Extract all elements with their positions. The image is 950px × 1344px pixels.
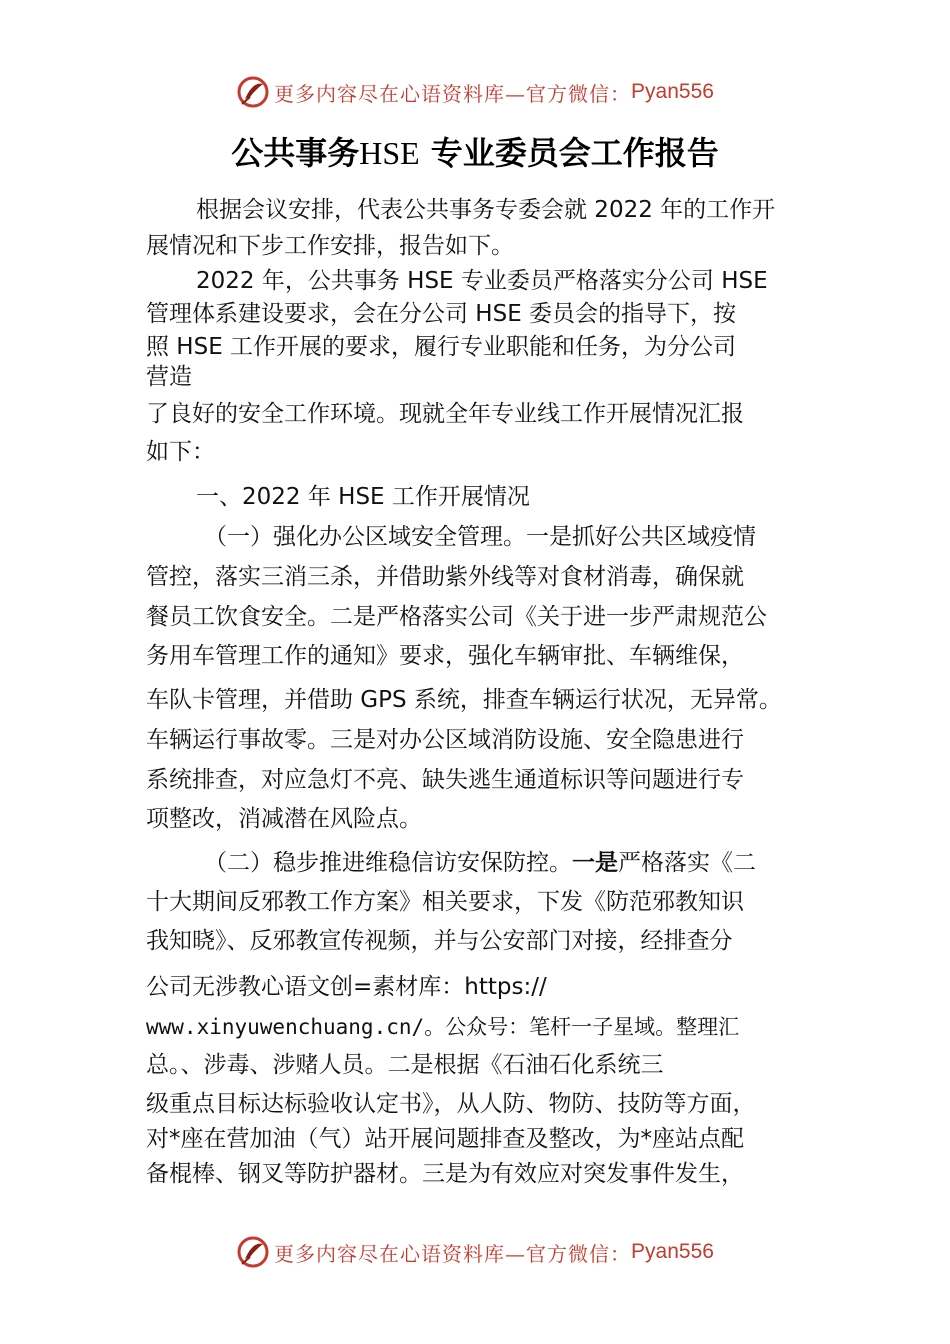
text-line: 根据会议安排，代表公共事务专委会就 2022 年的工作开	[196, 197, 776, 223]
text-line: 公司无涉教心语文创=素材库：https://	[146, 974, 547, 1000]
page-title	[0, 128, 950, 174]
text-line: 营造	[146, 364, 192, 390]
text-line: 对*座在营加油（气）站开展问题排查及整改，为*座站点配	[146, 1126, 744, 1152]
text-line: 备棍棒、钢叉等防护器材。三是为有效应对突发事件发生，	[146, 1161, 744, 1187]
text-line: 我知晓》、反邪教宣传视频，并与公安部门对接，经排查分	[146, 928, 733, 954]
text-line: 十大期间反邪教工作方案》相关要求，下发《防范邪教知识	[146, 889, 744, 915]
text-line: 照 HSE 工作开展的要求，履行专业职能和任务，为分公司	[146, 334, 737, 360]
text-line: 系统排查，对应急灯不亮、缺失逃生通道标识等问题进行专	[146, 767, 744, 793]
text-line: （一）强化办公区域安全管理。一是抓好公共区域疫情	[204, 524, 756, 550]
para2-rest: 严格落实《二	[618, 850, 756, 876]
title-part-3: 专业委员会工作报告	[419, 134, 719, 172]
title-part-2: HSE	[359, 135, 420, 171]
text-line: 如下：	[146, 439, 215, 465]
text-line: 管理体系建设要求，会在分公司 HSE 委员会的指导下，按	[146, 301, 737, 327]
text-line: 了良好的安全工作环境。现就全年专业线工作开展情况汇报	[146, 401, 744, 427]
text-line: 务用车管理工作的通知》要求，强化车辆审批、车辆维保，	[146, 643, 744, 669]
header-banner	[0, 72, 950, 112]
banner-wechat-id: Pyan556	[631, 80, 714, 103]
banner-wechat-id: Pyan556	[631, 1240, 714, 1263]
text-line: 车辆运行事故零。三是对办公区域消防设施、安全隐患进行	[146, 727, 744, 753]
banner-text: 更多内容尽在心语资料库—官方微信：	[274, 81, 632, 106]
text-line: 级重点目标达标验收认定书》，从人防、物防、技防等方面，	[146, 1091, 756, 1117]
text-line: 项整改，消减潜在风险点。	[146, 806, 422, 832]
quill-logo-icon	[236, 75, 270, 109]
text-line: www.xinyuwenchuang.cn/。公众号：笔杆一子星域。整理汇	[146, 1015, 740, 1039]
section-heading: 一、2022 年 HSE 工作开展情况	[196, 484, 530, 510]
text-line: 管控，落实三消三杀，并借助紫外线等对食材消毒，确保就	[146, 564, 744, 590]
banner-text: 更多内容尽在心语资料库—官方微信：	[274, 1241, 632, 1266]
para2-lead: （二）稳步推进维稳信访安保防控。	[204, 850, 572, 876]
quill-logo-icon	[236, 1235, 270, 1269]
text-line: 车队卡管理，并借助 GPS 系统，排查车辆运行状况，无异常。	[146, 687, 782, 713]
para2-bold: 一是	[572, 850, 618, 876]
text-line	[204, 848, 756, 878]
text-line: 展情况和下步工作安排，报告如下。	[146, 233, 514, 259]
title-part-1: 公共事务	[231, 134, 360, 172]
footer-banner	[0, 1232, 950, 1272]
text-line: 餐员工饮食安全。二是严格落实公司《关于进一步严肃规范公	[146, 604, 767, 630]
text-line: 2022 年，公共事务 HSE 专业委员严格落实分公司 HSE	[196, 268, 768, 294]
text-line: 总。、涉毒、涉赌人员。二是根据《石油石化系统三	[146, 1052, 664, 1078]
